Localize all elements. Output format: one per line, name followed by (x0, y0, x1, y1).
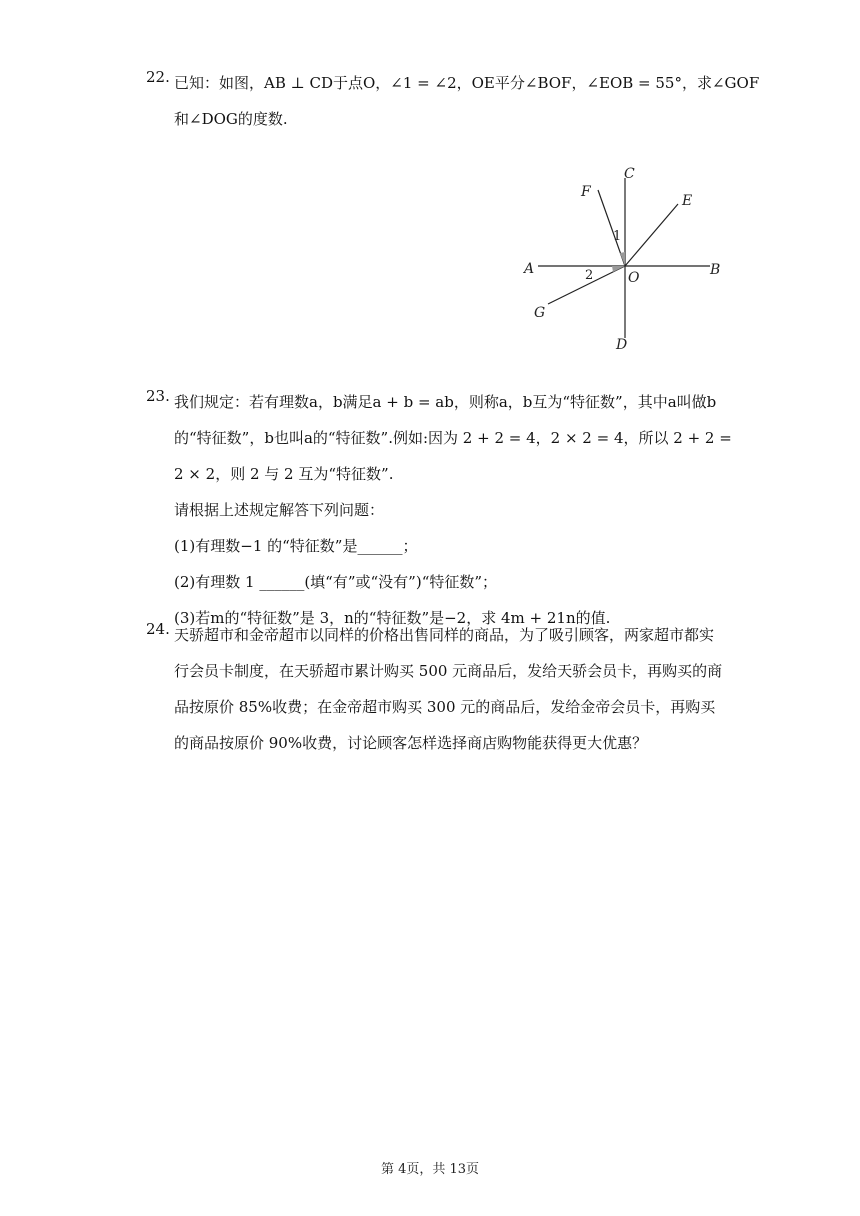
angle-1-mark (620, 252, 625, 266)
page-footer: 第 4页，共 13页 (380, 1162, 480, 1177)
sub-question-1: (1)有理数−1 的“特征数”是______； (174, 537, 418, 555)
label-e: E (682, 193, 693, 209)
label-f: F (581, 184, 591, 200)
question-line: 品按原价 85%收费；在金帝超市购买 300 元的商品后，发给金帝会员卡，再购买 (174, 698, 716, 716)
label-d: D (616, 337, 628, 353)
question-line: 2 × 2，则 2 与 2 互为“特征数”. (174, 465, 394, 483)
sub-question-2: (2)有理数 1 ______(填“有”或“没有”)“特征数”； (174, 573, 498, 591)
question-number: 22. (146, 68, 170, 86)
question-text (174, 387, 734, 639)
angle-2-mark (612, 266, 625, 272)
question-line: 已知：如图，AB ⊥ CD于点O，∠1 = ∠2，OE平分∠BOF，∠EOB = 55°，求∠GOF (174, 74, 760, 92)
label-o: O (628, 270, 640, 286)
label-g: G (534, 305, 546, 321)
question-number: 24. (146, 620, 170, 638)
ray-oe (625, 204, 678, 266)
question-number: 23. (146, 387, 170, 405)
question-line: 我们规定：若有理数a，b满足a + b = ab，则称a，b互为“特征数”，其中a叫做b (174, 393, 717, 411)
question-line: 行会员卡制度，在天骄超市累计购买 500 元商品后，发给天骄会员卡，再购买的商 (174, 662, 723, 680)
sub-question-3: (3)若m的“特征数”是 3，n的“特征数”是−2，求 4m + 21n的值. (174, 609, 611, 627)
label-angle-2: 2 (585, 268, 594, 283)
question-line: 的商品按原价 90%收费，讨论顾客怎样选择商店购物能获得更大优惠？ (174, 734, 648, 752)
label-a: A (524, 261, 535, 277)
question-intro: 请根据上述规定解答下列问题： (174, 501, 385, 519)
question-line: 和∠DOG的度数. (174, 110, 288, 128)
geometry-figure (518, 158, 728, 358)
question-line: 天骄超市和金帝超市以同样的价格出售同样的商品，为了吸引顾客，两家超市都实 (174, 626, 715, 644)
question-text (174, 620, 734, 764)
question-line: 的“特征数”，b也叫a的“特征数”.例如:因为 2 + 2 = 4，2 × 2 = 4，所以 2 + 2 = (174, 429, 732, 447)
label-angle-1: 1 (613, 229, 622, 244)
question-text (174, 68, 760, 140)
label-c: C (624, 166, 635, 182)
label-b: B (710, 262, 721, 278)
